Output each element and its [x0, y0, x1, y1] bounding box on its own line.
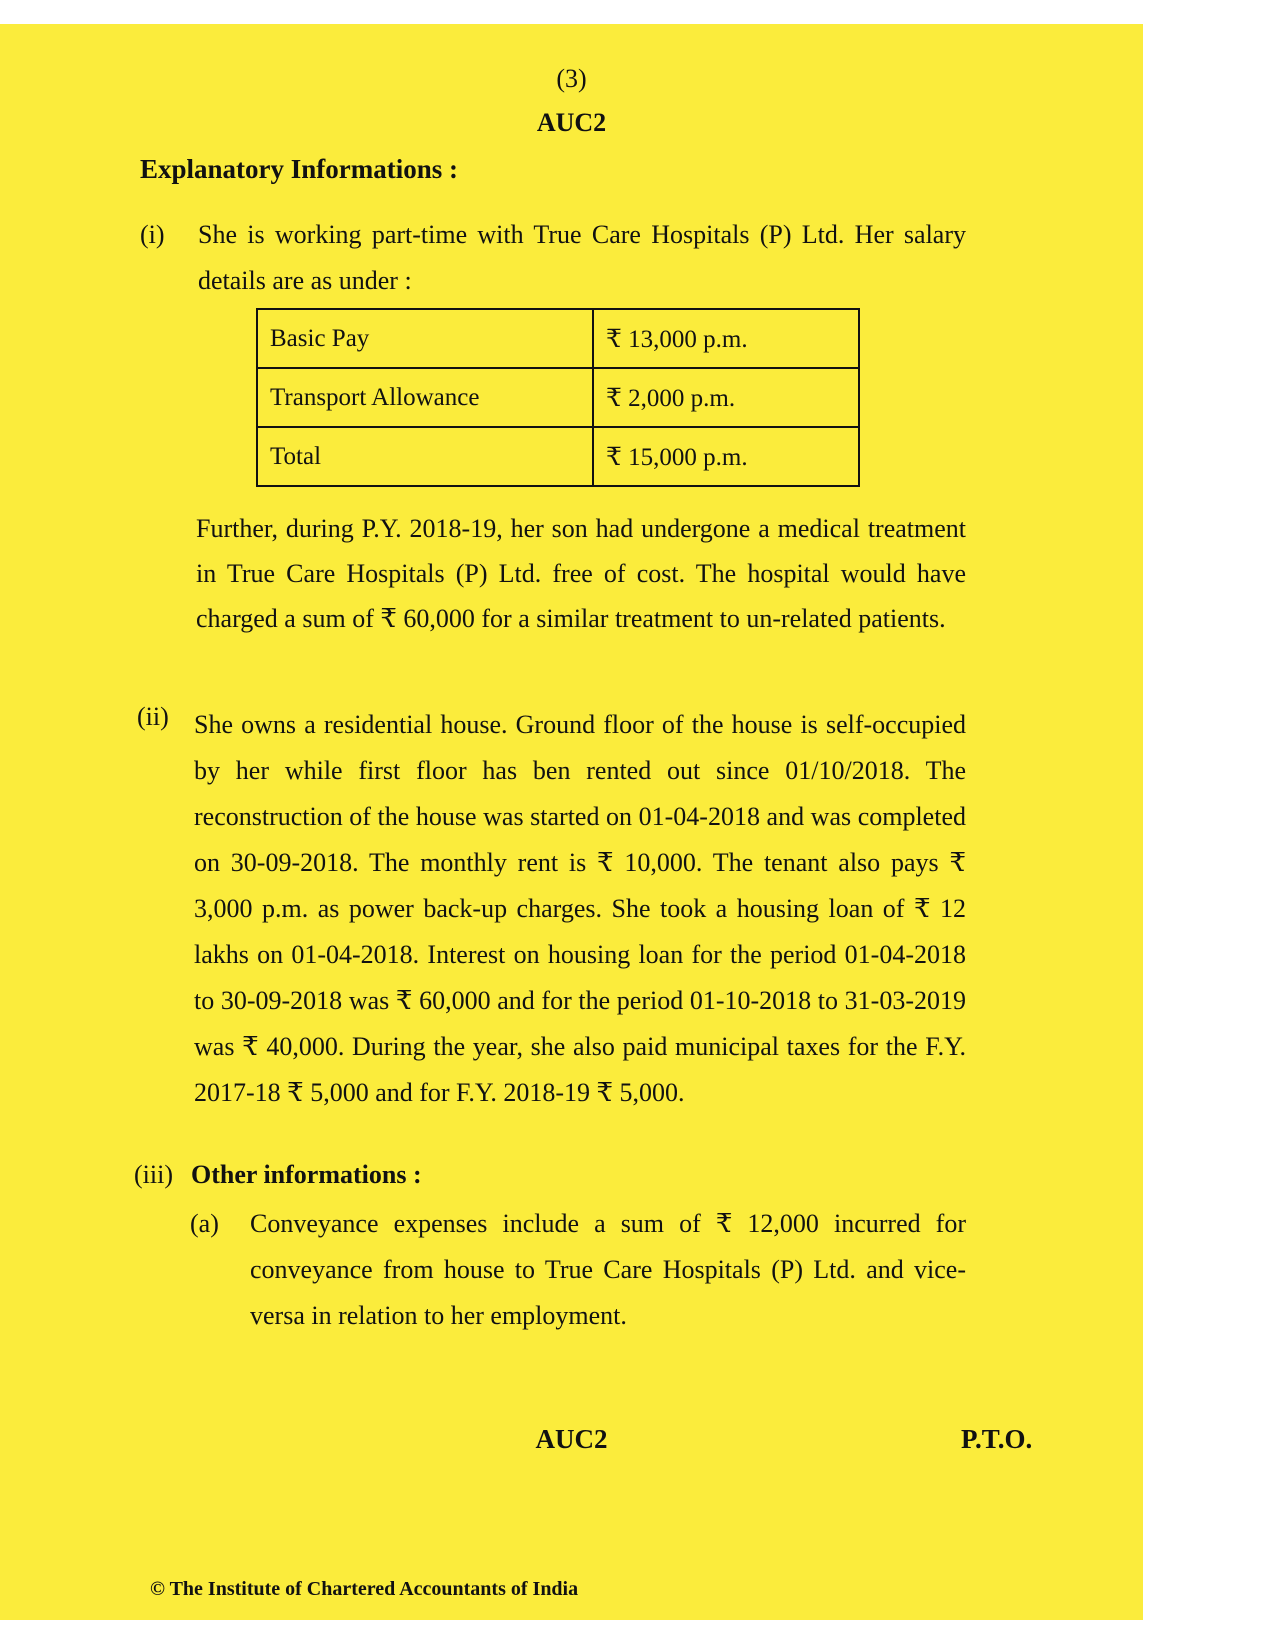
paper-code-header: AUC2 [536, 108, 607, 137]
table-cell-label: Basic Pay [257, 309, 593, 368]
item-number-iii: (iii) [134, 1160, 173, 1189]
copyright-notice: © The Institute of Chartered Accountants of India [150, 1578, 579, 1600]
exam-page [0, 24, 1143, 1620]
please-turn-over: P.T.O. [961, 1424, 1033, 1454]
item-number-ii: (ii) [137, 702, 169, 731]
table-row [257, 309, 859, 368]
salary-intro: She is working part-time with True Care Hospitals (P) Ltd. Her salary details are as under : [198, 220, 966, 295]
table-cell-label: Transport Allowance [257, 368, 593, 427]
table-cell-label: Total [257, 427, 593, 486]
conveyance-paragraph: Conveyance expenses include a sum of ₹ 12,000 incurred for conveyance from house to True Care Hospitals (P) Ltd. and vice-versa in relation to her employment. [250, 1209, 966, 1330]
section-heading: Explanatory Informations : [140, 154, 459, 184]
page-number: (3) [556, 64, 587, 93]
medical-treatment-paragraph: Further, during P.Y. 2018-19, her son had undergone a medical treatment in True Care Hospitals (P) Ltd. free of cost. The hospital would have charged a sum of ₹ 60,000 for a similar treatment to un-related patients. [196, 514, 966, 633]
other-informations-heading: Other informations : [191, 1160, 422, 1189]
table-cell-value: ₹ 2,000 p.m. [593, 368, 859, 427]
house-property-paragraph: She owns a residential house. Ground floor of the house is self-occupied by her while first floor has ben rented out since 01/10/2018. The reconstruction of the house was started on 01-04-2018 and was completed on 30-09-2018. The monthly rent is ₹ 10,000. The tenant also pays ₹ 3,000 p.m. as power back-up charges. She took a housing loan of ₹ 12 lakhs on 01-04-2018. Interest on housing loan for the period 01-04-2018 to 30-09-2018 was ₹ 60,000 and for the period 01-10-2018 to 31-03-2019 was ₹ 40,000. During the year, she also paid municipal taxes for the F.Y. 2017-18 ₹ 5,000 and for F.Y. 2018-19 ₹ 5,000. [194, 710, 966, 1107]
table-row [257, 368, 859, 427]
item-number-a: (a) [190, 1209, 219, 1238]
table-cell-value: ₹ 15,000 p.m. [593, 427, 859, 486]
item-number-i: (i) [140, 220, 165, 249]
salary-table [256, 308, 860, 487]
table-row [257, 427, 859, 486]
table-cell-value: ₹ 13,000 p.m. [593, 309, 859, 368]
paper-code-footer: AUC2 [535, 1424, 608, 1454]
